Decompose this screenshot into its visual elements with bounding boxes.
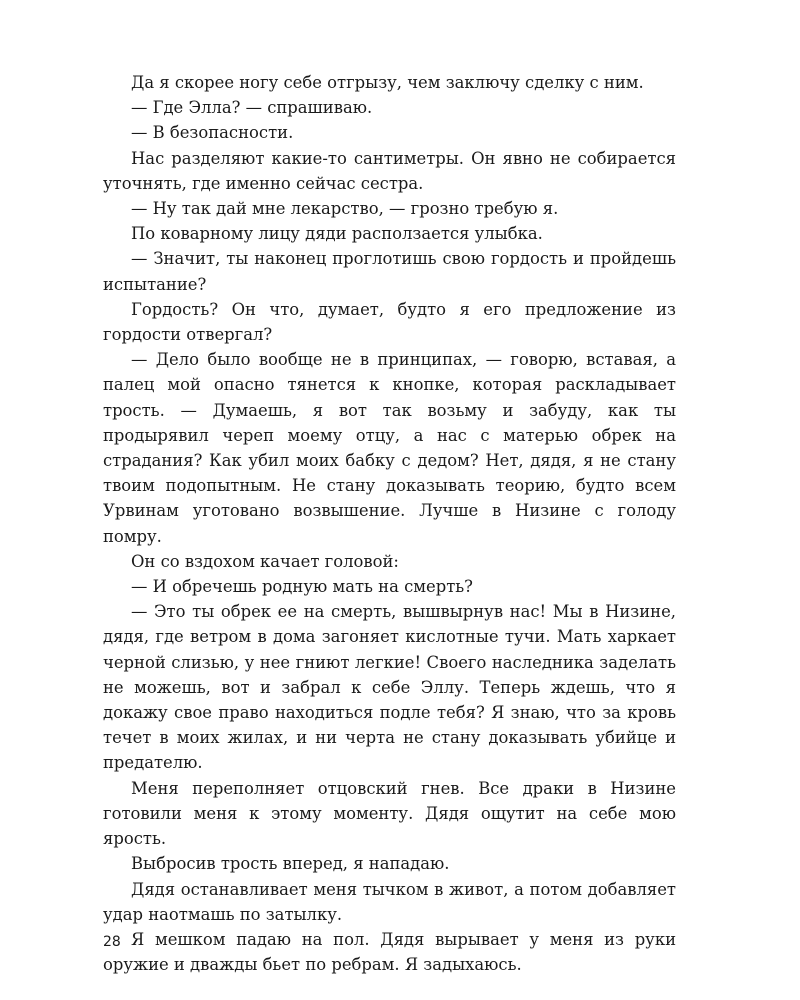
paragraph: — Где Элла? — спрашиваю. — [131, 98, 373, 118]
paragraph: Нас разделяют какие-то сантиметры. Он явно не собирается уточнять, где именно сейчас сестра. — [103, 148, 676, 193]
paragraph: Меня переполняет отцовский гнев. Все драки в Низине готовили меня к этому моменту. Дядя ощутит на себе мою ярость. — [103, 778, 676, 849]
paragraph: — Это ты обрек ее на смерть, вышвырнув нас! Мы в Низине, дядя, где ветром в дома загоняет кислотные тучи. Мать харкает черной слизью, у нее гниют легкие! Своего наследника заделать не можешь, вот и забрал к себе Эллу. Теперь ждешь, что я докажу свое право находиться подле тебя? Я знаю, что за кровь течет в моих жилах, и ни черта не стану доказывать убийце и предателю. — [103, 602, 676, 773]
paragraph: — И обречешь родную мать на смерть? — [131, 577, 473, 597]
paragraph: — В безопасности. — [131, 123, 294, 143]
page-number: 28 — [103, 934, 121, 950]
paragraph: Выбросив трость вперед, я нападаю. — [131, 854, 450, 874]
body-text — [103, 70, 676, 977]
paragraph: — Ну так дай мне лекарство, — грозно требую я. — [131, 199, 559, 219]
paragraph: Он со вздохом качает головой: — [131, 551, 399, 571]
paragraph: По коварному лицу дяди расползается улыбка. — [131, 224, 543, 244]
paragraph: Гордость? Он что, думает, будто я его предложение из гордости отвергал? — [103, 299, 676, 345]
paragraph: — Дело было вообще не в принципах, — говорю, вставая, а палец мой опасно тянется к кнопке, которая раскладывает трость. — Думаешь, я вот так возьму и забуду, как ты продырявил череп моему отцу, а нас с матерью обрек на страдания? Как убил моих бабку с дедом? Нет, дядя, я не стану твоим подопытным. Не стану доказывать теорию, будто всем Урвинам уготовано возвышение. Лучше в Низине с голоду помру. — [103, 350, 676, 546]
paragraph: Да я скорее ногу себе отгрызу, чем заключу сделку с ним. — [131, 73, 644, 92]
paragraph: Дядя останавливает меня тычком в живот, а потом добавляет удар наотмашь по затылку. — [103, 879, 676, 924]
paragraph: — Значит, ты наконец проглотишь свою гордость и пройдешь испытание? — [103, 249, 676, 294]
paragraph: Я мешком падаю на пол. Дядя вырывает у меня из руки оружие и дважды бьет по ребрам. Я задыхаюсь. — [103, 929, 676, 975]
